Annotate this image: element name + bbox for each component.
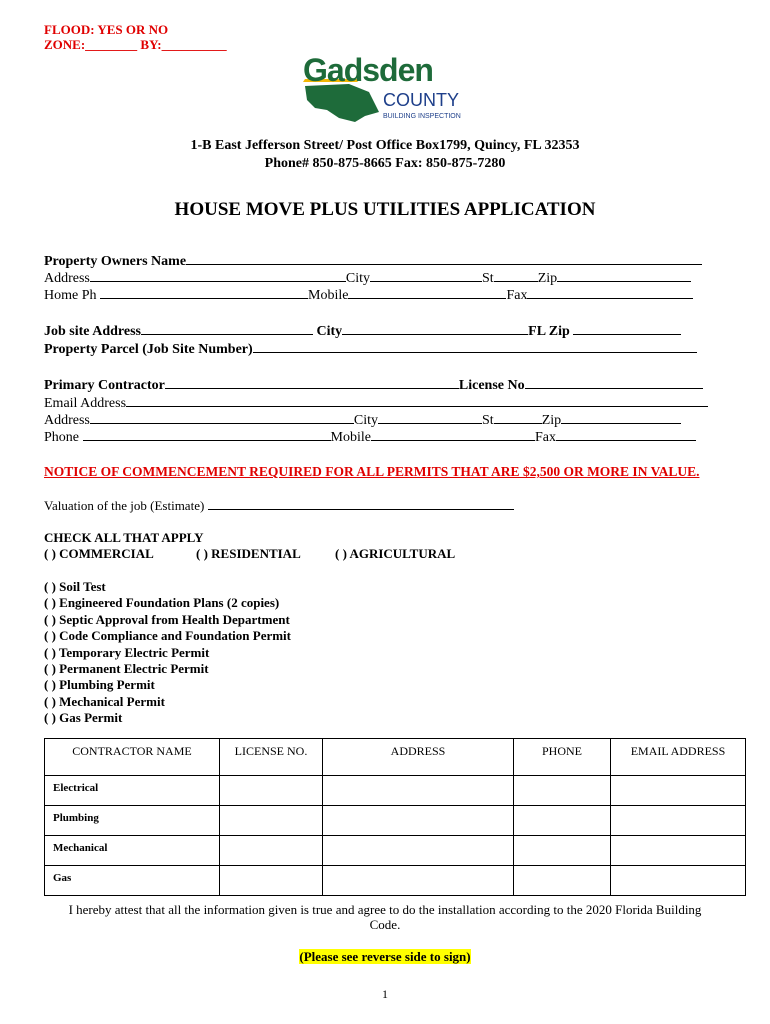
flood-line: FLOOD: YES OR NO bbox=[44, 22, 169, 37]
col-license-no: LICENSE NO. bbox=[220, 739, 323, 776]
contractor-label: Primary Contractor bbox=[44, 378, 165, 393]
owner-homeph-field[interactable] bbox=[100, 286, 308, 299]
item-septic-approval[interactable]: ( ) Septic Approval from Health Department bbox=[44, 611, 290, 627]
parcel-label: Property Parcel (Job Site Number) bbox=[44, 342, 253, 357]
gadsden-county-logo bbox=[297, 52, 477, 124]
table-cell[interactable] bbox=[323, 836, 514, 866]
valuation-row bbox=[44, 497, 514, 514]
owner-st-label: St bbox=[482, 271, 494, 286]
job-city-field[interactable] bbox=[342, 322, 528, 335]
table-cell[interactable] bbox=[514, 836, 611, 866]
contractor-city-field[interactable] bbox=[378, 411, 482, 424]
table-row bbox=[45, 806, 746, 836]
table-cell[interactable] bbox=[611, 806, 746, 836]
svg-text:BUILDING INSPECTION: BUILDING INSPECTION bbox=[383, 113, 461, 120]
office-phone: Phone# 850-875-8665 Fax: 850-875-7280 bbox=[264, 156, 506, 171]
contractor-city-label: City bbox=[353, 413, 379, 428]
owner-name-field[interactable] bbox=[186, 252, 702, 265]
table-cell[interactable] bbox=[323, 806, 514, 836]
notice-of-commencement: NOTICE OF COMMENCEMENT REQUIRED FOR ALL PERMITS THAT ARE $2,500 OR MORE IN VALUE. bbox=[44, 464, 700, 479]
owner-city-field[interactable] bbox=[370, 269, 482, 282]
contractor-email-label: Email Address bbox=[44, 396, 127, 411]
attestation-line2: Code. bbox=[369, 917, 401, 932]
contractor-email-row bbox=[44, 394, 708, 412]
contractor-phone-row bbox=[44, 428, 696, 446]
table-cell[interactable] bbox=[220, 806, 323, 836]
job-city-label: City bbox=[316, 324, 343, 339]
contractor-phone-field[interactable] bbox=[83, 428, 331, 441]
page-title: HOUSE MOVE PLUS UTILITIES APPLICATION bbox=[174, 199, 596, 220]
row-label-electrical[interactable]: Electrical bbox=[45, 776, 220, 806]
contractor-mobile-field[interactable] bbox=[371, 428, 535, 441]
job-address-field[interactable] bbox=[141, 322, 313, 335]
row-label-gas[interactable]: Gas bbox=[45, 866, 220, 896]
owner-zip-field[interactable] bbox=[557, 269, 691, 282]
owner-address-field[interactable] bbox=[90, 269, 346, 282]
owner-homeph-label: Home Ph bbox=[44, 288, 97, 303]
row-label-mechanical[interactable]: Mechanical bbox=[45, 836, 220, 866]
contractor-zip-label: Zip bbox=[541, 413, 562, 428]
zone-line: ZONE:________ BY:__________ bbox=[44, 37, 227, 52]
attestation-line1: I hereby attest that all the information given is true and agree to do the installation according to the 2020 Florida Building bbox=[68, 902, 702, 917]
owner-mobile-field[interactable] bbox=[348, 286, 506, 299]
contractors-table bbox=[44, 738, 746, 896]
owner-fax-label: Fax bbox=[506, 288, 528, 303]
table-row bbox=[45, 866, 746, 896]
owner-zip-label: Zip bbox=[537, 271, 558, 286]
table-header-row bbox=[45, 739, 746, 776]
item-foundation-plans[interactable]: ( ) Engineered Foundation Plans (2 copies) bbox=[44, 595, 280, 611]
parcel-row bbox=[44, 340, 697, 358]
type-agricultural[interactable]: ( ) AGRICULTURAL bbox=[335, 546, 456, 561]
job-address-label: Job site Address bbox=[44, 324, 141, 339]
table-cell[interactable] bbox=[514, 806, 611, 836]
permit-checklist bbox=[44, 579, 291, 727]
contractor-address-field[interactable] bbox=[90, 411, 354, 424]
job-zip-label: FL Zip bbox=[528, 324, 570, 339]
col-email-address: EMAIL ADDRESS bbox=[611, 739, 746, 776]
table-row bbox=[45, 776, 746, 806]
svg-text:Gadsden: Gadsden bbox=[303, 52, 433, 88]
row-label-plumbing[interactable]: Plumbing bbox=[45, 806, 220, 836]
owner-name-row bbox=[44, 252, 702, 270]
item-temporary-electric[interactable]: ( ) Temporary Electric Permit bbox=[44, 644, 210, 660]
table-cell[interactable] bbox=[323, 866, 514, 896]
table-cell[interactable] bbox=[611, 836, 746, 866]
contractor-st-label: St bbox=[482, 413, 494, 428]
item-code-compliance[interactable]: ( ) Code Compliance and Foundation Permit bbox=[44, 628, 291, 644]
check-all-heading: CHECK ALL THAT APPLY bbox=[44, 530, 204, 545]
col-phone: PHONE bbox=[514, 739, 611, 776]
contractor-fax-label: Fax bbox=[534, 430, 556, 445]
valuation-label: Valuation of the job (Estimate) bbox=[44, 498, 205, 513]
table-cell[interactable] bbox=[220, 866, 323, 896]
reverse-side-text: (Please see reverse side to sign) bbox=[299, 949, 471, 964]
owner-fax-field[interactable] bbox=[527, 286, 693, 299]
svg-text:COUNTY: COUNTY bbox=[383, 90, 459, 110]
item-soil-test[interactable]: ( ) Soil Test bbox=[44, 579, 106, 594]
owner-name-label: Property Owners Name bbox=[44, 254, 187, 269]
item-mechanical[interactable]: ( ) Mechanical Permit bbox=[44, 693, 165, 709]
job-address-row bbox=[44, 322, 681, 340]
contractor-email-field[interactable] bbox=[126, 394, 708, 407]
contractor-field[interactable] bbox=[165, 376, 459, 389]
contractor-mobile-label: Mobile bbox=[330, 430, 371, 445]
col-address: ADDRESS bbox=[323, 739, 514, 776]
type-residential[interactable]: ( ) RESIDENTIAL bbox=[196, 546, 301, 561]
table-cell[interactable] bbox=[220, 776, 323, 806]
owner-phone-row bbox=[44, 286, 693, 304]
item-permanent-electric[interactable]: ( ) Permanent Electric Permit bbox=[44, 661, 209, 677]
owner-address-label: Address bbox=[44, 271, 90, 286]
item-plumbing[interactable]: ( ) Plumbing Permit bbox=[44, 677, 155, 693]
table-row bbox=[45, 836, 746, 866]
page-number: 1 bbox=[382, 987, 388, 1001]
table-cell[interactable] bbox=[514, 866, 611, 896]
table-cell[interactable] bbox=[611, 776, 746, 806]
owner-st-field[interactable] bbox=[494, 269, 538, 282]
item-gas[interactable]: ( ) Gas Permit bbox=[44, 710, 123, 726]
contractor-address-row bbox=[44, 411, 681, 429]
valuation-field[interactable] bbox=[208, 497, 514, 510]
owner-mobile-label: Mobile bbox=[308, 288, 349, 303]
contractor-row bbox=[44, 376, 703, 394]
contractor-st-field[interactable] bbox=[494, 411, 542, 424]
contractor-phone-label: Phone bbox=[44, 430, 79, 445]
office-address: 1-B East Jefferson Street/ Post Office Box1799, Quincy, FL 32353 bbox=[190, 138, 580, 153]
license-label: License No bbox=[458, 378, 525, 393]
owner-address-row bbox=[44, 269, 691, 287]
license-field[interactable] bbox=[525, 376, 703, 389]
table-cell[interactable] bbox=[220, 836, 323, 866]
type-commercial[interactable]: ( ) COMMERCIAL bbox=[44, 546, 154, 561]
contractor-address-label: Address bbox=[44, 413, 90, 428]
owner-city-label: City bbox=[345, 271, 371, 286]
table-cell[interactable] bbox=[611, 866, 746, 896]
reverse-side-note bbox=[0, 949, 770, 965]
col-contractor-name: CONTRACTOR NAME bbox=[45, 739, 220, 776]
contractor-zip-field[interactable] bbox=[561, 411, 681, 424]
contractor-fax-field[interactable] bbox=[556, 428, 696, 441]
parcel-field[interactable] bbox=[253, 340, 697, 353]
table-cell[interactable] bbox=[323, 776, 514, 806]
job-zip-field[interactable] bbox=[573, 322, 681, 335]
table-cell[interactable] bbox=[514, 776, 611, 806]
